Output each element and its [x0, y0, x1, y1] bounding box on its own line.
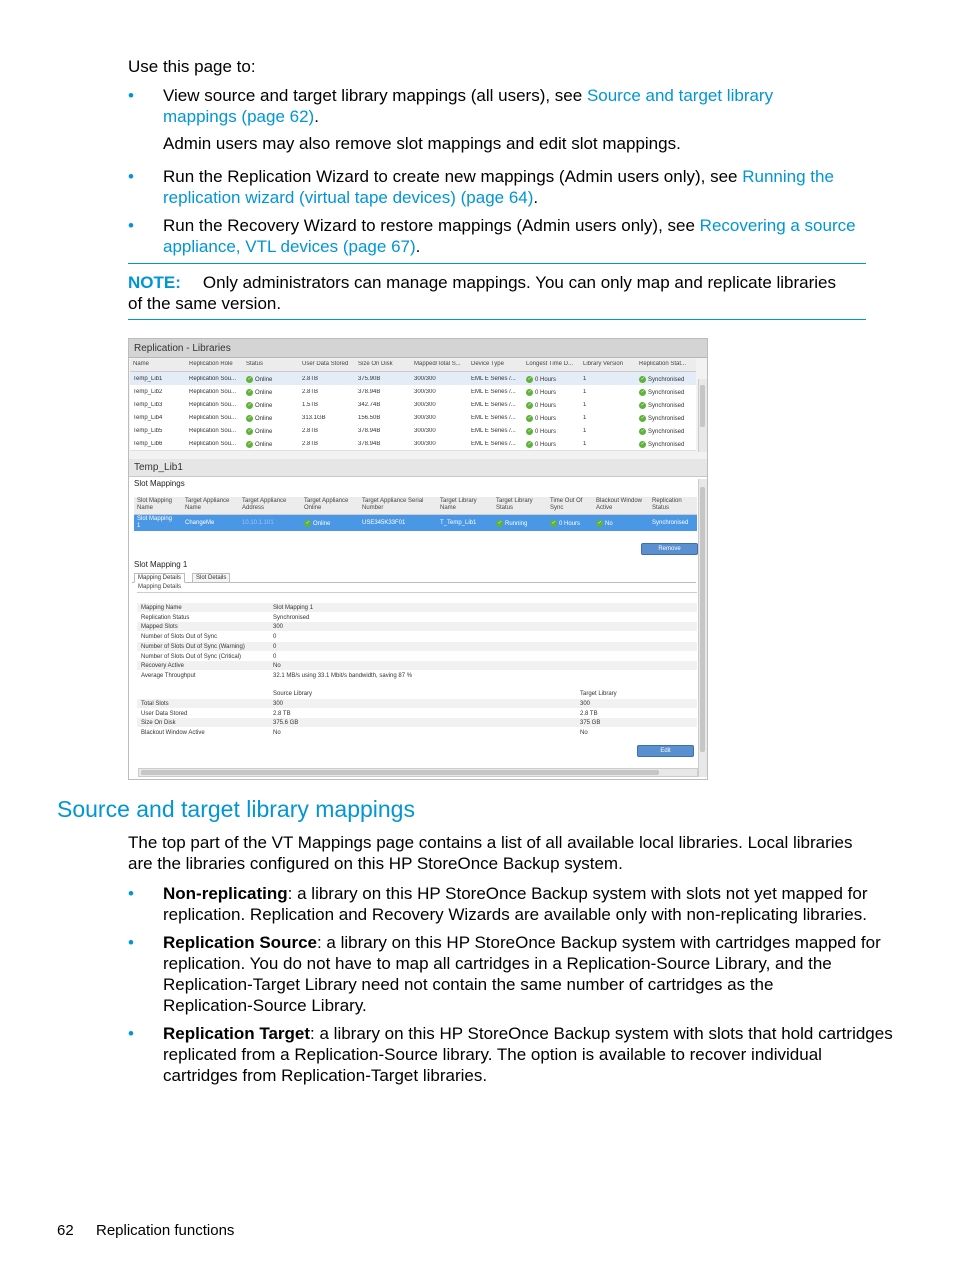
col-header[interactable]: Replication Stat...	[639, 361, 687, 367]
cell: ✓ Synchronised	[640, 441, 685, 449]
details-divider	[137, 592, 697, 593]
cell: 378.94B	[358, 389, 381, 395]
check-icon: ✓	[527, 441, 532, 447]
cell: ✓ Online	[247, 441, 273, 449]
cell: ✓ 0 Hours	[527, 428, 557, 436]
intro-bullet-3-cont: appliance, VTL devices (page 67).	[163, 237, 421, 256]
detail-row	[137, 622, 697, 631]
bullet-icon: •	[128, 167, 134, 186]
check-icon: ✓	[640, 441, 645, 447]
check-icon: ✓	[247, 376, 252, 382]
detail-row	[137, 661, 697, 670]
detail-value: 0	[273, 643, 277, 650]
check-icon: ✓	[247, 415, 252, 421]
page-number: 62	[57, 1222, 74, 1239]
detail-key: Average Throughput	[141, 672, 196, 679]
check-icon: ✓	[247, 389, 252, 395]
target-value: 2.8 TB	[580, 710, 598, 717]
cell: 1	[583, 428, 587, 434]
cell: 156.50B	[358, 415, 381, 421]
footer-title: Replication functions	[96, 1222, 235, 1239]
col-header[interactable]: Mapped/Total S...	[414, 361, 461, 367]
cell: 2.8TB	[302, 428, 319, 434]
cell: 300/300	[414, 389, 436, 395]
cell: 1	[583, 376, 587, 382]
cell: ✓ 0 Hours	[527, 376, 557, 384]
detail-scrollbar[interactable]	[698, 479, 707, 777]
detail-key: Size On Disk	[141, 720, 176, 726]
detail-value: Synchronised	[273, 614, 310, 621]
cell: 313.1GB	[302, 415, 326, 421]
slot-mappings-label: Slot Mappings	[134, 479, 185, 488]
cell: USE345K33F01	[362, 520, 406, 526]
item-replication-source: Replication Source: a library on this HP StoreOnce Backup system with cartridges mapped for	[163, 933, 881, 952]
link-replication-wizard[interactable]: replication wizard (virtual tape devices) (page 64)	[163, 188, 534, 207]
cell: 1	[583, 402, 587, 408]
detail-value: 32.1 MB/s using 33.1 Mbit/s bandwidth, saving 87 %	[273, 672, 413, 679]
detail-row	[137, 632, 697, 641]
cell: Slot Mapping 1	[137, 516, 173, 529]
cell: ✓ 0 Hours	[551, 520, 581, 528]
check-icon: ✓	[640, 389, 645, 395]
bullet-icon: •	[128, 933, 134, 952]
col-header[interactable]: User Data Stored	[302, 361, 349, 367]
intro-bullet-1: View source and target library mappings (all users), see Source and target library	[163, 86, 774, 105]
cell: 300/300	[414, 428, 436, 434]
tab-mapping-details[interactable]: Mapping Details	[134, 573, 185, 583]
cell: Synchronised	[652, 520, 689, 526]
check-icon: ✓	[527, 376, 532, 382]
cell: EML E Series /...	[471, 428, 516, 434]
col-header[interactable]: Target Appliance Serial Number	[362, 498, 424, 511]
check-icon: ✓	[527, 389, 532, 395]
table-row[interactable]	[130, 411, 696, 425]
cell: Temp_Lib1	[133, 376, 163, 382]
cell: ✓ Synchronised	[640, 428, 685, 436]
check-icon: ✓	[527, 428, 532, 434]
note-rule-bottom	[128, 319, 866, 320]
section-heading: Source and target library mappings	[57, 796, 415, 822]
intro-bullet-1-cont: mappings (page 62).	[163, 107, 319, 126]
cell: Temp_Lib2	[133, 389, 163, 395]
cell: ✓ Synchronised	[640, 415, 685, 423]
col-header[interactable]: Longest Time D...	[526, 361, 574, 367]
detail-title: Temp_Lib1	[129, 459, 707, 477]
intro-lead: Use this page to:	[128, 57, 256, 76]
table-row[interactable]	[130, 372, 696, 386]
slot-mapping-row[interactable]	[134, 515, 697, 531]
scroll-thumb[interactable]	[700, 385, 705, 427]
link-mappings-page[interactable]: mappings (page 62)	[163, 107, 315, 126]
cell: 1	[583, 389, 587, 395]
cell: 300/300	[414, 376, 436, 382]
table-row[interactable]	[130, 437, 696, 451]
bullet-icon: •	[128, 1024, 134, 1043]
col-header[interactable]: Size On Disk	[358, 361, 393, 367]
cell: ✓ Online	[247, 428, 273, 436]
cell: Replication Sou...	[189, 402, 237, 408]
item-replication-target-cont: replicated from a Replication-Source library. The option is available to recover individual	[163, 1045, 822, 1064]
cell: EML E Series /...	[471, 389, 516, 395]
col-header[interactable]: Replication Role	[189, 361, 233, 367]
cell: 378.94B	[358, 441, 381, 447]
check-icon: ✓	[497, 520, 502, 526]
cell: Replication Sou...	[189, 415, 237, 421]
check-icon: ✓	[551, 520, 556, 526]
detail-key: Number of Slots Out of Sync (Critical)	[141, 653, 242, 660]
library-detail-row	[137, 728, 697, 737]
note-line-2: of the same version.	[128, 294, 282, 313]
cell: 2.8TB	[302, 376, 319, 382]
check-icon: ✓	[640, 415, 645, 421]
check-icon: ✓	[247, 428, 252, 434]
library-columns-header	[137, 689, 697, 698]
edit-button[interactable]: Edit	[637, 745, 694, 757]
cell: Temp_Lib4	[133, 415, 163, 421]
table-row[interactable]	[130, 398, 696, 412]
bullet-icon: •	[128, 884, 134, 903]
check-icon: ✓	[527, 402, 532, 408]
col-header[interactable]: Status	[246, 361, 264, 367]
detail-row	[137, 652, 697, 661]
cell: Temp_Lib5	[133, 428, 163, 434]
note-rule-top	[128, 263, 866, 264]
cell: ✓ Synchronised	[640, 376, 685, 384]
intro-bullet-1-sub: Admin users may also remove slot mappings and edit slot mappings.	[163, 134, 681, 153]
libraries-grid-header	[130, 359, 696, 372]
cell: ✓ Synchronised	[640, 389, 685, 397]
cell: ✓ 0 Hours	[527, 415, 557, 423]
col-header[interactable]: Target Appliance Name	[185, 498, 230, 511]
detail-key: Mapping Name	[141, 605, 182, 611]
check-icon: ✓	[527, 415, 532, 421]
slot-mappings-header	[134, 497, 697, 515]
cell: ✓ 0 Hours	[527, 441, 557, 449]
slot-mapping-title: Slot Mapping 1	[134, 560, 188, 569]
col-header[interactable]: Name	[133, 361, 150, 367]
window-title: Replication - Libraries	[129, 339, 707, 358]
check-icon: ✓	[597, 520, 602, 526]
detail-key: Number of Slots Out of Sync	[141, 634, 218, 641]
cell: Replication Sou...	[189, 389, 237, 395]
cell: ✓ Running	[497, 520, 528, 528]
detail-value: 300	[273, 624, 284, 631]
col-header[interactable]: Time Out Of Sync	[550, 498, 583, 511]
cell: 2.8TB	[302, 389, 319, 395]
library-detail-row	[137, 699, 697, 708]
cell: 10.10.1.101	[242, 520, 274, 526]
item-replication-source-cont: replication. You do not have to map all cartridges in a Replication-Source Library, and the	[163, 954, 832, 973]
detail-key: Recovery Active	[141, 663, 185, 670]
check-icon: ✓	[640, 402, 645, 408]
remove-button[interactable]: Remove	[641, 543, 698, 555]
intro-bullet-2-cont: replication wizard (virtual tape devices) (page 64).	[163, 188, 539, 207]
item-non-replicating-cont: replication. Replication and Recovery Wizards are available only with non-replicating libraries.	[163, 905, 867, 924]
bullet-icon: •	[128, 216, 134, 235]
source-value: 375.6 GB	[273, 720, 299, 726]
cell: ✓ Online	[247, 402, 273, 410]
check-icon: ✓	[640, 376, 645, 382]
cell: 1	[583, 441, 587, 447]
cell: Temp_Lib3	[133, 402, 163, 408]
cell: 378.94B	[358, 428, 381, 434]
table-row[interactable]	[130, 424, 696, 438]
detail-key: Total Slots	[141, 701, 169, 707]
target-value: No	[580, 729, 588, 736]
col-header[interactable]: Library Version	[583, 361, 624, 367]
cell: ✓ No	[597, 520, 613, 528]
cell: EML E Series /...	[471, 415, 516, 421]
cell: 300/300	[414, 402, 436, 408]
cell: 2.8TB	[302, 441, 319, 447]
library-detail-row	[137, 709, 697, 718]
cell: ✓ Online	[247, 389, 273, 397]
scroll-thumb[interactable]	[141, 770, 659, 775]
cell: ✓ 0 Hours	[527, 389, 557, 397]
source-value: 2.8 TB	[273, 710, 291, 717]
horizontal-scrollbar[interactable]	[138, 768, 698, 777]
target-value: 375 GB	[580, 720, 601, 726]
source-value: No	[273, 729, 281, 736]
col-header[interactable]: Slot Mapping Name	[137, 498, 173, 511]
cell: EML E Series /...	[471, 376, 516, 382]
intro-bullet-2: Run the Replication Wizard to create new mappings (Admin users only), see Running the	[163, 167, 834, 186]
table-row[interactable]	[130, 385, 696, 399]
intro-bullet-3: Run the Recovery Wizard to restore mappings (Admin users only), see Recovering a source	[163, 216, 856, 235]
cell: Replication Sou...	[189, 441, 237, 447]
cell: Replication Sou...	[189, 428, 237, 434]
cell: 375.90B	[358, 376, 381, 382]
mapping-details-label: Mapping Details	[138, 584, 182, 590]
note-line-1: NOTE: Only administrators can manage mappings. You can only map and replicate libraries	[128, 273, 837, 292]
detail-key: Mapped Slots	[141, 624, 178, 631]
section-para-2: are the libraries configured on this HP StoreOnce Backup system.	[128, 854, 623, 873]
cell: ✓ Online	[247, 376, 273, 384]
detail-key: Blackout Window Active	[141, 729, 205, 736]
target-value: 300	[580, 701, 591, 707]
cell: EML E Series /...	[471, 402, 516, 408]
check-icon: ✓	[247, 441, 252, 447]
link-appliance-vtl[interactable]: appliance, VTL devices (page 67)	[163, 237, 416, 256]
detail-row	[137, 671, 697, 680]
section-para-1: The top part of the VT Mappings page contains a list of all available local libraries. Local libraries	[128, 833, 853, 852]
detail-key: Replication Status	[141, 614, 190, 621]
source-value: 300	[273, 701, 284, 707]
check-icon: ✓	[305, 520, 310, 526]
item-replication-target-cont: cartridges from Replication-Target libraries.	[163, 1066, 488, 1085]
libraries-grid	[130, 359, 696, 455]
libraries-scrollbar[interactable]	[698, 379, 707, 452]
source-library-label: Source Library	[273, 691, 313, 697]
cell: 1	[583, 415, 587, 421]
cell: ✓ Online	[305, 520, 331, 528]
cell: 342.74B	[358, 402, 381, 408]
cell: ChangeMe	[185, 520, 215, 526]
scroll-thumb[interactable]	[700, 487, 705, 752]
cell: 1.5TB	[302, 402, 319, 408]
detail-row	[137, 613, 697, 622]
detail-value: 0	[273, 653, 277, 660]
link-source-target-mappings[interactable]: Source and target library	[586, 86, 774, 105]
check-icon: ✓	[247, 402, 252, 408]
detail-value: No	[273, 663, 281, 670]
cell: ✓ Online	[247, 415, 273, 423]
cell: Replication Sou...	[189, 376, 237, 382]
detail-key: Number of Slots Out of Sync (Warning)	[141, 643, 245, 650]
col-header[interactable]: Target Appliance Address	[242, 498, 287, 511]
detail-key: User Data Stored	[141, 710, 188, 717]
item-replication-target: Replication Target: a library on this HP StoreOnce Backup system with slots that hold cartridges	[163, 1024, 893, 1043]
target-library-label: Target Library	[580, 691, 617, 697]
cell: 300/300	[414, 415, 436, 421]
tab-slot-details[interactable]: Slot Details	[192, 573, 230, 583]
note-label: NOTE:	[128, 273, 181, 292]
detail-row	[137, 642, 697, 651]
bullet-icon: •	[128, 86, 134, 105]
detail-row	[137, 603, 697, 612]
link-recovering-source[interactable]: Recovering a source	[699, 216, 856, 235]
library-detail-row	[137, 718, 697, 727]
link-running-the[interactable]: Running the	[742, 167, 834, 186]
cell: 300/300	[414, 441, 436, 447]
col-header[interactable]: Target Appliance Online	[304, 498, 349, 511]
cell: ✓ Synchronised	[640, 402, 685, 410]
col-header[interactable]: Target Library Status	[496, 498, 533, 511]
col-header[interactable]: Blackout Window Active	[596, 498, 643, 511]
item-non-replicating: Non-replicating: a library on this HP StoreOnce Backup system with slots not yet mapped for	[163, 884, 868, 903]
col-header[interactable]: Replication Status	[652, 498, 682, 511]
cell: Temp_Lib6	[133, 441, 163, 447]
cell: EML E Series /...	[471, 441, 516, 447]
detail-value: Slot Mapping 1	[273, 605, 314, 611]
cell: ✓ 0 Hours	[527, 402, 557, 410]
check-icon: ✓	[640, 428, 645, 434]
col-header[interactable]: Device Type	[471, 361, 504, 367]
detail-value: 0	[273, 634, 277, 641]
cell: T_Temp_Lib1	[440, 520, 477, 526]
col-header[interactable]: Target Library Name	[440, 498, 477, 511]
replication-libraries-screenshot	[128, 338, 708, 780]
item-replication-source-cont: Replication-Source Library.	[163, 996, 367, 1015]
item-replication-source-cont: Replication-Target Library need not contain the same number of cartridges as the	[163, 975, 774, 994]
